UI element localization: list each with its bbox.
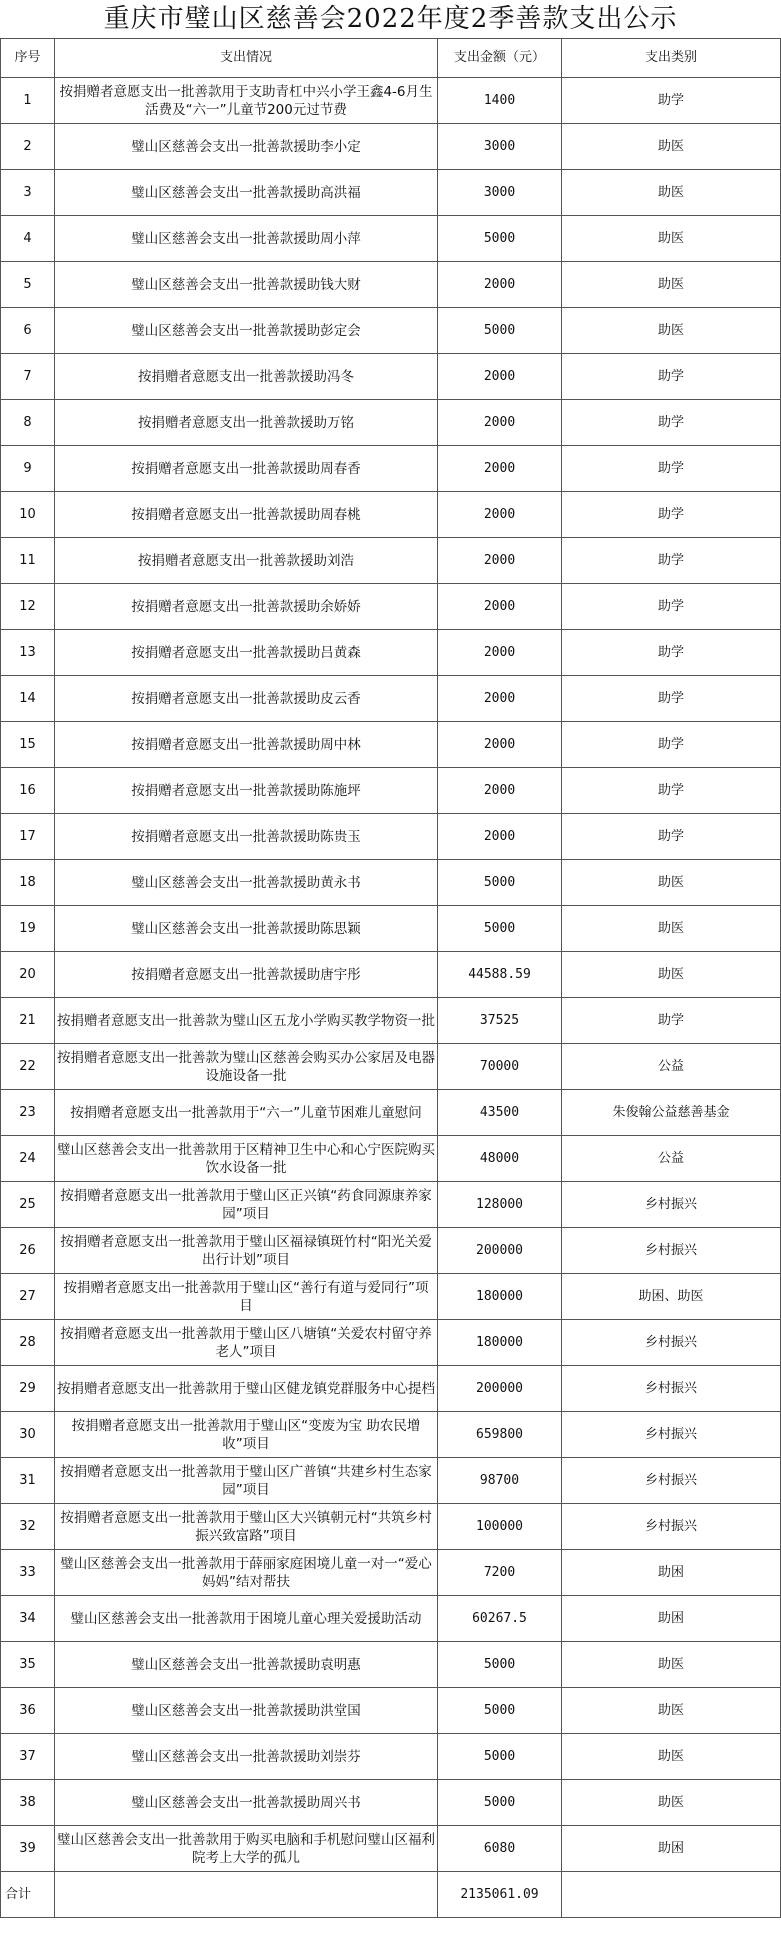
table-row (1, 1182, 781, 1228)
cell-amount: 100000 (438, 1504, 562, 1550)
table-row (1, 1550, 781, 1596)
cell-idx: 37 (1, 1734, 55, 1780)
cell-idx: 33 (1, 1550, 55, 1596)
table-row (1, 262, 781, 308)
cell-category: 助学 (562, 814, 781, 860)
cell-idx: 31 (1, 1458, 55, 1504)
cell-amount: 5000 (438, 216, 562, 262)
cell-idx: 18 (1, 860, 55, 906)
cell-idx: 30 (1, 1412, 55, 1458)
cell-idx: 16 (1, 768, 55, 814)
cell-desc: 按捐赠者意愿支出一批善款援助刘浩 (55, 538, 438, 584)
cell-desc: 按捐赠者意愿支出一批善款用于支助青杠中兴小学王鑫4-6月生活费及“六一”儿童节200元过节费 (55, 78, 438, 124)
cell-desc: 按捐赠者意愿支出一批善款用于璧山区八塘镇“关爱农村留守养老人”项目 (55, 1320, 438, 1366)
cell-amount: 2000 (438, 400, 562, 446)
cell-idx: 9 (1, 446, 55, 492)
cell-category: 助学 (562, 78, 781, 124)
cell-category: 乡村振兴 (562, 1458, 781, 1504)
table-row (1, 170, 781, 216)
cell-category: 朱俊翰公益慈善基金 (562, 1090, 781, 1136)
cell-idx: 12 (1, 584, 55, 630)
cell-amount: 5000 (438, 1642, 562, 1688)
table-row (1, 630, 781, 676)
cell-category: 助医 (562, 262, 781, 308)
cell-idx: 2 (1, 124, 55, 170)
cell-amount: 5000 (438, 1780, 562, 1826)
cell-amount: 3000 (438, 170, 562, 216)
cell-desc: 按捐赠者意愿支出一批善款用于璧山区“变废为宝 助农民增收”项目 (55, 1412, 438, 1458)
cell-category: 助困、助医 (562, 1274, 781, 1320)
total-desc-empty (55, 1872, 438, 1918)
table-row (1, 1320, 781, 1366)
table-row (1, 1596, 781, 1642)
cell-desc: 按捐赠者意愿支出一批善款援助冯冬 (55, 354, 438, 400)
table-row (1, 1504, 781, 1550)
total-label: 合计 (1, 1872, 55, 1918)
cell-category: 助学 (562, 722, 781, 768)
table-row (1, 1366, 781, 1412)
header-category: 支出类别 (562, 39, 781, 78)
cell-amount: 37525 (438, 998, 562, 1044)
cell-amount: 5000 (438, 906, 562, 952)
cell-amount: 2000 (438, 814, 562, 860)
table-row (1, 354, 781, 400)
cell-desc: 璧山区慈善会支出一批善款援助周小萍 (55, 216, 438, 262)
cell-idx: 14 (1, 676, 55, 722)
cell-idx: 15 (1, 722, 55, 768)
cell-desc: 璧山区慈善会支出一批善款援助高洪福 (55, 170, 438, 216)
cell-desc: 璧山区慈善会支出一批善款援助钱大财 (55, 262, 438, 308)
cell-idx: 3 (1, 170, 55, 216)
cell-idx: 21 (1, 998, 55, 1044)
table-row (1, 998, 781, 1044)
table-row (1, 1688, 781, 1734)
total-category-empty (562, 1872, 781, 1918)
cell-category: 助医 (562, 1688, 781, 1734)
cell-amount: 2000 (438, 446, 562, 492)
cell-amount: 2000 (438, 768, 562, 814)
cell-category: 助医 (562, 1780, 781, 1826)
cell-amount: 2000 (438, 676, 562, 722)
cell-category: 助医 (562, 952, 781, 998)
table-row (1, 124, 781, 170)
table-body (1, 78, 781, 1872)
table-row (1, 492, 781, 538)
cell-category: 乡村振兴 (562, 1366, 781, 1412)
cell-category: 助医 (562, 1734, 781, 1780)
cell-category: 乡村振兴 (562, 1412, 781, 1458)
cell-desc: 按捐赠者意愿支出一批善款援助皮云香 (55, 676, 438, 722)
cell-desc: 按捐赠者意愿支出一批善款援助陈施坪 (55, 768, 438, 814)
cell-amount: 2000 (438, 492, 562, 538)
cell-amount: 2000 (438, 722, 562, 768)
cell-idx: 10 (1, 492, 55, 538)
table-row (1, 1734, 781, 1780)
table-row (1, 1136, 781, 1182)
table-row (1, 1642, 781, 1688)
cell-amount: 180000 (438, 1274, 562, 1320)
table-row (1, 722, 781, 768)
cell-category: 助医 (562, 124, 781, 170)
cell-amount: 5000 (438, 1734, 562, 1780)
cell-amount: 128000 (438, 1182, 562, 1228)
cell-amount: 60267.5 (438, 1596, 562, 1642)
cell-category: 乡村振兴 (562, 1504, 781, 1550)
cell-desc: 璧山区慈善会支出一批善款援助周兴书 (55, 1780, 438, 1826)
cell-idx: 22 (1, 1044, 55, 1090)
cell-idx: 25 (1, 1182, 55, 1228)
table-row (1, 1458, 781, 1504)
cell-amount: 200000 (438, 1228, 562, 1274)
cell-category: 助学 (562, 354, 781, 400)
cell-desc: 按捐赠者意愿支出一批善款用于璧山区正兴镇“药食同源康养家园”项目 (55, 1182, 438, 1228)
cell-desc: 璧山区慈善会支出一批善款援助陈思颖 (55, 906, 438, 952)
cell-idx: 11 (1, 538, 55, 584)
cell-desc: 璧山区慈善会支出一批善款用于薛丽家庭困境儿童一对一“爱心妈妈”结对帮扶 (55, 1550, 438, 1596)
cell-desc: 按捐赠者意愿支出一批善款用于璧山区健龙镇党群服务中心提档 (55, 1366, 438, 1412)
header-amount: 支出金额（元） (438, 39, 562, 78)
cell-amount: 5000 (438, 860, 562, 906)
cell-desc: 璧山区慈善会支出一批善款用于购买电脑和手机慰问璧山区福利院考上大学的孤儿 (55, 1826, 438, 1872)
cell-desc: 按捐赠者意愿支出一批善款援助余娇娇 (55, 584, 438, 630)
cell-category: 助医 (562, 170, 781, 216)
cell-amount: 2000 (438, 584, 562, 630)
cell-desc: 璧山区慈善会支出一批善款援助彭定会 (55, 308, 438, 354)
cell-category: 助学 (562, 630, 781, 676)
cell-category: 助学 (562, 584, 781, 630)
cell-amount: 43500 (438, 1090, 562, 1136)
cell-category: 助医 (562, 308, 781, 354)
cell-category: 助学 (562, 538, 781, 584)
cell-desc: 按捐赠者意愿支出一批善款用于“六一”儿童节困难儿童慰问 (55, 1090, 438, 1136)
cell-idx: 28 (1, 1320, 55, 1366)
cell-amount: 5000 (438, 1688, 562, 1734)
cell-amount: 2000 (438, 630, 562, 676)
cell-amount: 7200 (438, 1550, 562, 1596)
table-row (1, 860, 781, 906)
cell-desc: 按捐赠者意愿支出一批善款用于璧山区广普镇“共建乡村生态家园”项目 (55, 1458, 438, 1504)
page-title: 重庆市璧山区慈善会2022年度2季善款支出公示 (103, 4, 678, 34)
table-row (1, 538, 781, 584)
table-row (1, 308, 781, 354)
table-row (1, 1412, 781, 1458)
cell-desc: 按捐赠者意愿支出一批善款为璧山区五龙小学购买教学物资一批 (55, 998, 438, 1044)
table-row (1, 584, 781, 630)
cell-category: 助医 (562, 216, 781, 262)
cell-desc: 璧山区慈善会支出一批善款援助洪堂国 (55, 1688, 438, 1734)
cell-desc: 璧山区慈善会支出一批善款用于困境儿童心理关爱援助活动 (55, 1596, 438, 1642)
cell-category: 助医 (562, 1642, 781, 1688)
cell-category: 乡村振兴 (562, 1182, 781, 1228)
cell-amount: 2000 (438, 262, 562, 308)
cell-idx: 7 (1, 354, 55, 400)
cell-desc: 按捐赠者意愿支出一批善款援助万铭 (55, 400, 438, 446)
cell-desc: 璧山区慈善会支出一批善款援助袁明惠 (55, 1642, 438, 1688)
cell-idx: 34 (1, 1596, 55, 1642)
table-row (1, 768, 781, 814)
cell-idx: 26 (1, 1228, 55, 1274)
cell-desc: 按捐赠者意愿支出一批善款为璧山区慈善会购买办公家居及电器设施设备一批 (55, 1044, 438, 1090)
cell-desc: 按捐赠者意愿支出一批善款用于璧山区福禄镇斑竹村“阳光关爱出行计划”项目 (55, 1228, 438, 1274)
header-desc: 支出情况 (55, 39, 438, 78)
cell-category: 助医 (562, 860, 781, 906)
cell-desc: 按捐赠者意愿支出一批善款用于璧山区大兴镇朝元村“共筑乡村振兴致富路”项目 (55, 1504, 438, 1550)
cell-idx: 5 (1, 262, 55, 308)
cell-category: 公益 (562, 1136, 781, 1182)
cell-category: 助困 (562, 1596, 781, 1642)
cell-desc: 按捐赠者意愿支出一批善款援助周中林 (55, 722, 438, 768)
cell-category: 助学 (562, 676, 781, 722)
cell-amount: 200000 (438, 1366, 562, 1412)
total-amount: 2135061.09 (438, 1872, 562, 1918)
cell-category: 乡村振兴 (562, 1228, 781, 1274)
cell-amount: 98700 (438, 1458, 562, 1504)
cell-idx: 23 (1, 1090, 55, 1136)
table-row (1, 814, 781, 860)
cell-amount: 70000 (438, 1044, 562, 1090)
table-row (1, 906, 781, 952)
cell-idx: 1 (1, 78, 55, 124)
table-row (1, 1228, 781, 1274)
cell-category: 助学 (562, 446, 781, 492)
cell-category: 乡村振兴 (562, 1320, 781, 1366)
cell-idx: 17 (1, 814, 55, 860)
cell-category: 公益 (562, 1044, 781, 1090)
table-header-row (1, 39, 781, 78)
cell-idx: 29 (1, 1366, 55, 1412)
cell-amount: 48000 (438, 1136, 562, 1182)
cell-desc: 璧山区慈善会支出一批善款援助黄永书 (55, 860, 438, 906)
cell-amount: 2000 (438, 538, 562, 584)
table-row (1, 1044, 781, 1090)
cell-amount: 1400 (438, 78, 562, 124)
cell-desc: 按捐赠者意愿支出一批善款援助陈贵玉 (55, 814, 438, 860)
cell-amount: 5000 (438, 308, 562, 354)
cell-desc: 按捐赠者意愿支出一批善款用于璧山区“善行有道与爱同行”项目 (55, 1274, 438, 1320)
cell-desc: 璧山区慈善会支出一批善款援助刘崇芬 (55, 1734, 438, 1780)
cell-category: 助学 (562, 492, 781, 538)
cell-idx: 8 (1, 400, 55, 446)
cell-idx: 36 (1, 1688, 55, 1734)
table-row (1, 400, 781, 446)
table-row (1, 78, 781, 124)
cell-category: 助医 (562, 906, 781, 952)
table-row (1, 1826, 781, 1872)
cell-idx: 4 (1, 216, 55, 262)
table-row (1, 952, 781, 998)
cell-desc: 璧山区慈善会支出一批善款用于区精神卫生中心和心宁医院购买饮水设备一批 (55, 1136, 438, 1182)
cell-amount: 44588.59 (438, 952, 562, 998)
cell-idx: 38 (1, 1780, 55, 1826)
cell-amount: 659800 (438, 1412, 562, 1458)
cell-category: 助学 (562, 768, 781, 814)
cell-amount: 180000 (438, 1320, 562, 1366)
table-row (1, 1274, 781, 1320)
table-row (1, 1780, 781, 1826)
cell-idx: 20 (1, 952, 55, 998)
expenditure-table (0, 38, 781, 1918)
cell-idx: 32 (1, 1504, 55, 1550)
table-row (1, 676, 781, 722)
cell-desc: 按捐赠者意愿支出一批善款援助吕黄森 (55, 630, 438, 676)
cell-idx: 13 (1, 630, 55, 676)
cell-idx: 24 (1, 1136, 55, 1182)
cell-amount: 2000 (438, 354, 562, 400)
cell-idx: 27 (1, 1274, 55, 1320)
cell-amount: 6080 (438, 1826, 562, 1872)
cell-desc: 璧山区慈善会支出一批善款援助李小定 (55, 124, 438, 170)
total-row (1, 1872, 781, 1918)
cell-idx: 19 (1, 906, 55, 952)
cell-category: 助困 (562, 1550, 781, 1596)
cell-category: 助学 (562, 998, 781, 1044)
table-row (1, 216, 781, 262)
header-idx: 序号 (1, 39, 55, 78)
cell-amount: 3000 (438, 124, 562, 170)
cell-category: 助学 (562, 400, 781, 446)
cell-desc: 按捐赠者意愿支出一批善款援助周春香 (55, 446, 438, 492)
cell-idx: 6 (1, 308, 55, 354)
cell-category: 助困 (562, 1826, 781, 1872)
cell-desc: 按捐赠者意愿支出一批善款援助周春桃 (55, 492, 438, 538)
cell-idx: 39 (1, 1826, 55, 1872)
cell-idx: 35 (1, 1642, 55, 1688)
cell-desc: 按捐赠者意愿支出一批善款援助唐宇彤 (55, 952, 438, 998)
table-row (1, 446, 781, 492)
table-row (1, 1090, 781, 1136)
